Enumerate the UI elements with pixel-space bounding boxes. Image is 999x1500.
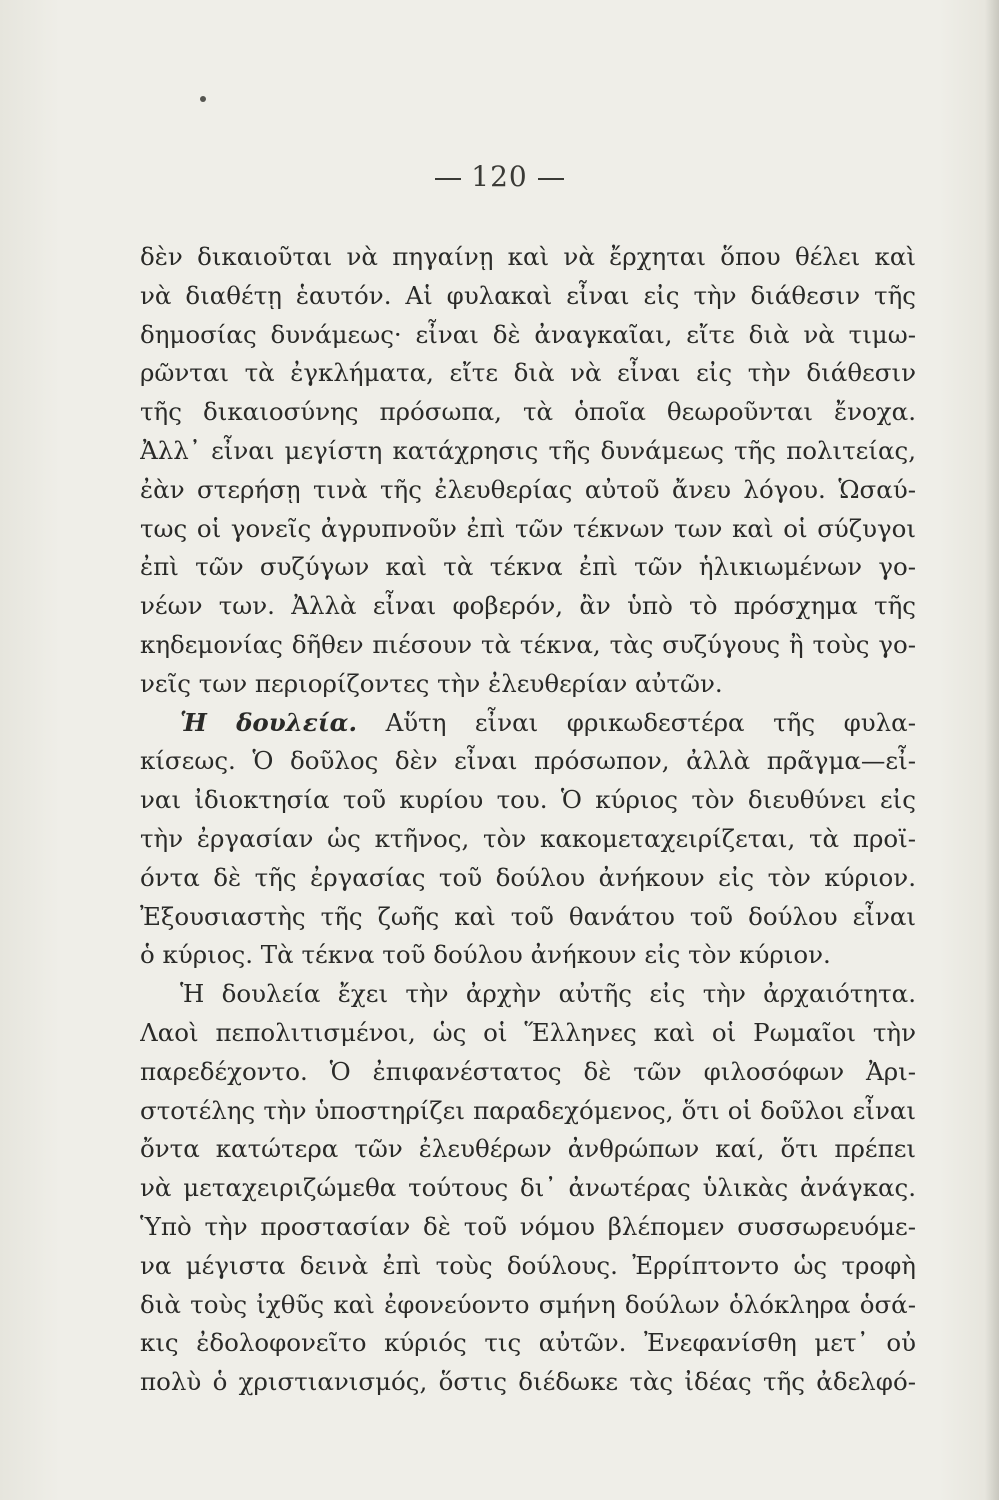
text-line: παρεδέχοντο. Ὁ ἐπιφανέστατος δὲ τῶν φιλοσόφων Ἀρι- (140, 1056, 916, 1086)
section-heading: Ἡ δουλεία. (180, 707, 358, 737)
text-line: ὄντα κατώτερα τῶν ἐλευθέρων ἀνθρώπων καί, ὅτι πρέπει (140, 1134, 916, 1164)
text-line: διὰ τοὺς ἰχθῦς καὶ ἐφονεύοντο σμήνη δούλων ὁλόκληρα ὁσά- (140, 1289, 916, 1319)
text-line: ἐὰν στερήσῃ τινὰ τῆς ἐλευθερίας αὐτοῦ ἄνευ λόγου. Ὡσαύ- (140, 474, 916, 504)
text-line: ἐπὶ τῶν συζύγων καὶ τὰ τέκνα ἐπὶ τῶν ἡλικιωμένων γο- (140, 552, 916, 582)
text-line: τως οἱ γονεῖς ἀγρυπνοῦν ἐπὶ τῶν τέκνων των καὶ οἱ σύζυγοι (140, 513, 916, 543)
text-line: τὴν ἐργασίαν ὡς κτῆνος, τὸν κακομεταχειρίζεται, τὰ προϊ- (140, 823, 916, 853)
text-line: Λαοὶ πεπολιτισμένοι, ὡς οἱ Ἕλληνες καὶ οἱ Ρωμαῖοι τὴν (140, 1017, 916, 1047)
text-line: δὲν δικαιοῦται νὰ πηγαίνῃ καὶ νὰ ἔρχηται ὅπου θέλει καὶ (140, 242, 916, 271)
text-line: να μέγιστα δεινὰ ἐπὶ τοὺς δούλους. Ἐρρίπτοντο ὡς τροφὴ (140, 1250, 916, 1280)
text-line: Ἐξουσιαστὴς τῆς ζωῆς καὶ τοῦ θανάτου τοῦ δούλου εἶναι (140, 901, 916, 931)
text-line: νέων των. Ἀλλὰ εἶναι φοβερόν, ἂν ὑπὸ τὸ πρόσχημα τῆς (140, 591, 916, 621)
page-edge-shadow (985, 0, 999, 1500)
section-first-line-text: Αὕτη εἶναι φρικωδεστέρα τῆς φυλα- (385, 707, 916, 737)
text-line: κηδεμονίας δῆθεν πιέσουν τὰ τέκνα, τὰς συζύγους ἢ τοὺς γο- (140, 629, 916, 659)
text-line: νὰ μεταχειριζώμεθα τούτους δι᾽ ἀνωτέρας ὑλικὰς ἀνάγκας. (140, 1173, 916, 1203)
body-text (140, 238, 916, 1402)
ink-speck (200, 96, 206, 102)
page-number-value: 120 (471, 160, 528, 193)
text-line: νὰ διαθέτῃ ἑαυτόν. Αἱ φυλακαὶ εἶναι εἰς τὴν διάθεσιν τῆς (140, 280, 916, 310)
page-number (0, 160, 999, 193)
page-number-dash-right (538, 178, 564, 180)
text-line: κις ἐδολοφονεῖτο κύριός τις αὐτῶν. Ἐνεφανίσθη μετ᾽ οὐ (140, 1328, 916, 1358)
text-line: τῆς δικαιοσύνης πρόσωπα, τὰ ὁποῖα θεωροῦνται ἔνοχα. (140, 397, 916, 427)
text-line: όντα δὲ τῆς ἐργασίας τοῦ δούλου ἀνήκουν εἰς τὸν κύριον. (140, 862, 916, 892)
text-line: ρῶνται τὰ ἐγκλήματα, εἴτε διὰ νὰ εἶναι εἰς τὴν διάθεσιν (140, 358, 916, 388)
section-first-line (140, 704, 916, 743)
text-line: κίσεως. Ὁ δοῦλος δὲν εἶναι πρόσωπον, ἀλλὰ πρᾶγμα—εἶ- (140, 746, 916, 776)
text-line: Ἀλλ᾽ εἶναι μεγίστη κατάχρησις τῆς δυνάμεως τῆς πολιτείας, (140, 435, 916, 465)
page-number-dash-left (435, 178, 461, 180)
text-line: στοτέλης τὴν ὑποστηρίζει παραδεχόμενος, ὅτι οἱ δοῦλοι εἶναι (140, 1095, 916, 1125)
text-line: νεῖς των περιορίζοντες τὴν ἐλευθερίαν αὐτῶν. (140, 668, 723, 698)
text-line: Ὑπὸ τὴν προστασίαν δὲ τοῦ νόμου βλέπομεν συσσωρευόμε- (140, 1211, 916, 1241)
text-line: πολὺ ὁ χριστιανισμός, ὅστις διέδωκε τὰς ἰδέας τῆς ἀδελφό- (140, 1367, 916, 1397)
text-line: Ἡ δουλεία ἔχει τὴν ἀρχὴν αὐτῆς εἰς τὴν ἀρχαιότητα. (180, 979, 916, 1009)
text-line: ναι ἰδιοκτησία τοῦ κυρίου του. Ὁ κύριος τὸν διευθύνει εἰς (140, 785, 916, 815)
text-line: δημοσίας δυνάμεως· εἶναι δὲ ἀναγκαῖαι, εἴτε διὰ νὰ τιμω- (140, 319, 916, 349)
text-line: ὁ κύριος. Τὰ τέκνα τοῦ δούλου ἀνήκουν εἰς τὸν κύριον. (140, 940, 831, 970)
